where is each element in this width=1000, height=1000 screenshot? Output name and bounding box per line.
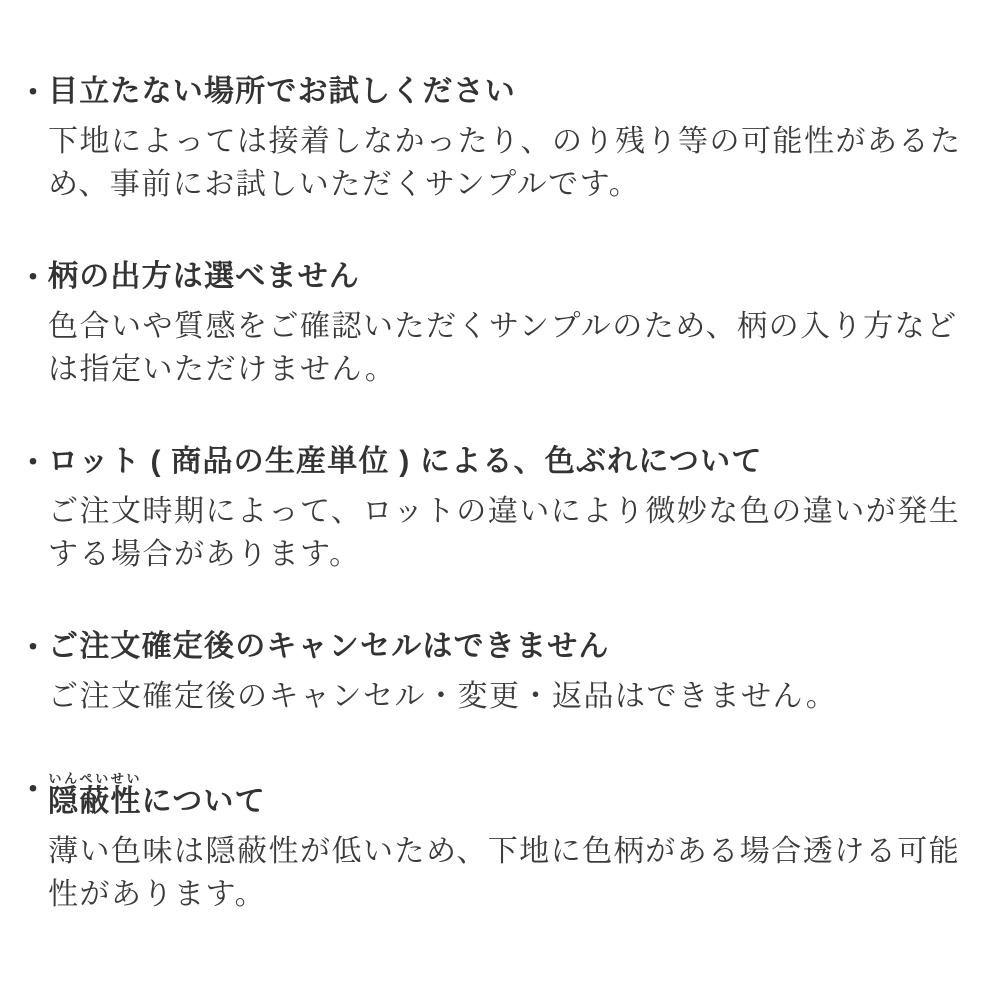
- bullet-icon: ・: [18, 774, 48, 807]
- notice-section-pattern: [0, 259, 974, 391]
- section-title-rest: について: [141, 785, 266, 818]
- bullet-icon: ・: [18, 262, 48, 295]
- ruby-furigana: いんぺいせい: [48, 771, 142, 786]
- notice-section-test-area: [0, 74, 974, 206]
- notice-section-cancel: [0, 629, 974, 718]
- section-title: 目立たない場所でお試しください: [48, 75, 516, 108]
- bullet-icon: ・: [18, 447, 48, 480]
- bullet-icon: ・: [18, 77, 48, 110]
- section-title: [48, 771, 974, 820]
- ruby-base-text: 隠蔽性: [48, 785, 142, 818]
- ruby-kanji: [48, 771, 142, 818]
- section-body: 色合いや質感をご確認いただくサンプルのため、柄の入り方などは指定いただけません。: [48, 310, 958, 386]
- section-body: 薄い色味は隠蔽性が低いため、下地に色柄がある場合透ける可能性があります。: [48, 835, 961, 911]
- section-title: ご注文確定後のキャンセルはできません: [48, 630, 610, 663]
- section-body: ご注文確定後のキャンセル・変更・返品はできません。: [48, 680, 838, 713]
- notice-section-opacity: [0, 771, 974, 916]
- section-body: 下地によっては接着しなかったり、のり残り等の可能性があるため、事前にお試しいただくサンプルです。: [48, 125, 962, 201]
- bullet-icon: ・: [18, 632, 48, 665]
- section-title: 柄の出方は選べません: [48, 260, 360, 293]
- notice-section-lot-color: [0, 444, 974, 576]
- section-title: ロット ( 商品の生産単位 ) による、色ぶれについて: [48, 445, 763, 478]
- section-body: ご注文時期によって、ロットの違いにより微妙な色の違いが発生する場合があります。: [48, 495, 961, 571]
